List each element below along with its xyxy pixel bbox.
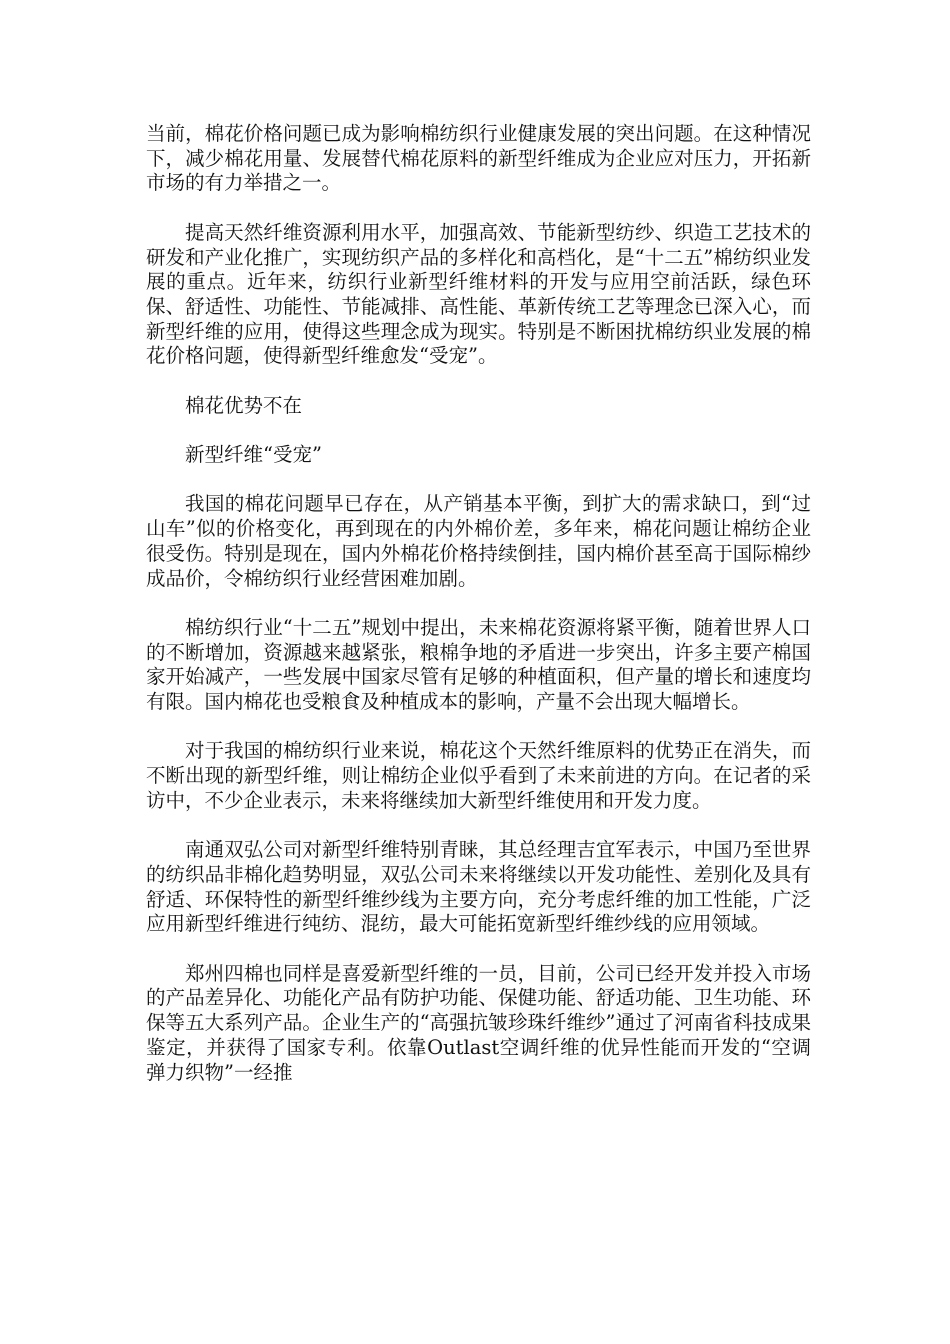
paragraph-intro: 当前，棉花价格问题已成为影响棉纺织行业健康发展的突出问题。在这种情况下，减少棉花用量、发展替代棉花原料的新型纤维成为企业应对压力，开拓新市场的有力举措之一。 [146,122,811,195]
section-heading-new-fiber: 新型纤维“受宠” [185,443,322,467]
section-heading-cotton: 棉花优势不在 [185,393,303,417]
paragraph-industry-direction: 对于我国的棉纺织行业来说，棉花这个天然纤维原料的优势正在消失，而不断出现的新型纤维，则让棉纺企业似乎看到了未来前进的方向。在记者的采访中，不少企业表示，未来将继续加大新型纤维使用和开发力度。 [146,739,811,812]
paragraph-five-year-plan: 棉纺织行业“十二五”规划中提出，未来棉花资源将紧平衡，随着世界人口的不断增加，资源越来越紧张，粮棉争地的矛盾进一步突出，许多主要产棉国家开始减产，一些发展中国家尽管有足够的种植面积，但产量的增长和速度均有限。国内棉花也受粮食及种植成本的影响，产量不会出现大幅增长。 [146,615,811,714]
paragraph-development-focus: 提高天然纤维资源利用水平，加强高效、节能新型纺纱、织造工艺技术的研发和产业化推广，实现纺织产品的多样化和高档化，是“十二五”棉纺织业发展的重点。近年来，纺织行业新型纤维材料的开发与应用空前活跃，绿色环保、舒适性、功能性、节能减排、高性能、革新传统工艺等理念已深入心，而新型纤维的应用，使得这些理念成为现实。特别是不断困扰棉纺织业发展的棉花价格问题，使得新型纤维愈发“受宠”。 [146,220,811,368]
paragraph-nantong-shuanghong: 南通双弘公司对新型纤维特别青睐，其总经理吉宜军表示，中国乃至世界的纺织品非棉化趋势明显，双弘公司未来将继续以开发功能性、差别化及具有舒适、环保特性的新型纤维纱线为主要方向，充分考虑纤维的加工性能，广泛应用新型纤维进行纯纺、混纺，最大可能拓宽新型纤维纱线的应用领域。 [146,838,811,936]
document-page [146,122,811,1110]
paragraph-cotton-problem: 我国的棉花问题早已存在，从产销基本平衡，到扩大的需求缺口，到“过山车”似的价格变化，再到现在的内外棉价差，多年来，棉花问题让棉纺企业很受伤。特别是现在，国内外棉花价格持续倒挂，国内棉价甚至高于国际棉纱成品价，令棉纺织行业经营困难加剧。 [146,492,811,590]
paragraph-zhengzhou-simian: 郑州四棉也同样是喜爱新型纤维的一员，目前，公司已经开发并投入市场的产品差异化、功能化产品有防护功能、保健功能、舒适功能、卫生功能、环保等五大系列产品。企业生产的“高强抗皱珍珠纤维纱”通过了河南省科技成果鉴定，并获得了国家专利。依靠Outlast空调纤维的优异性能而开发的“空调弹力织物”一经推 [146,961,811,1084]
